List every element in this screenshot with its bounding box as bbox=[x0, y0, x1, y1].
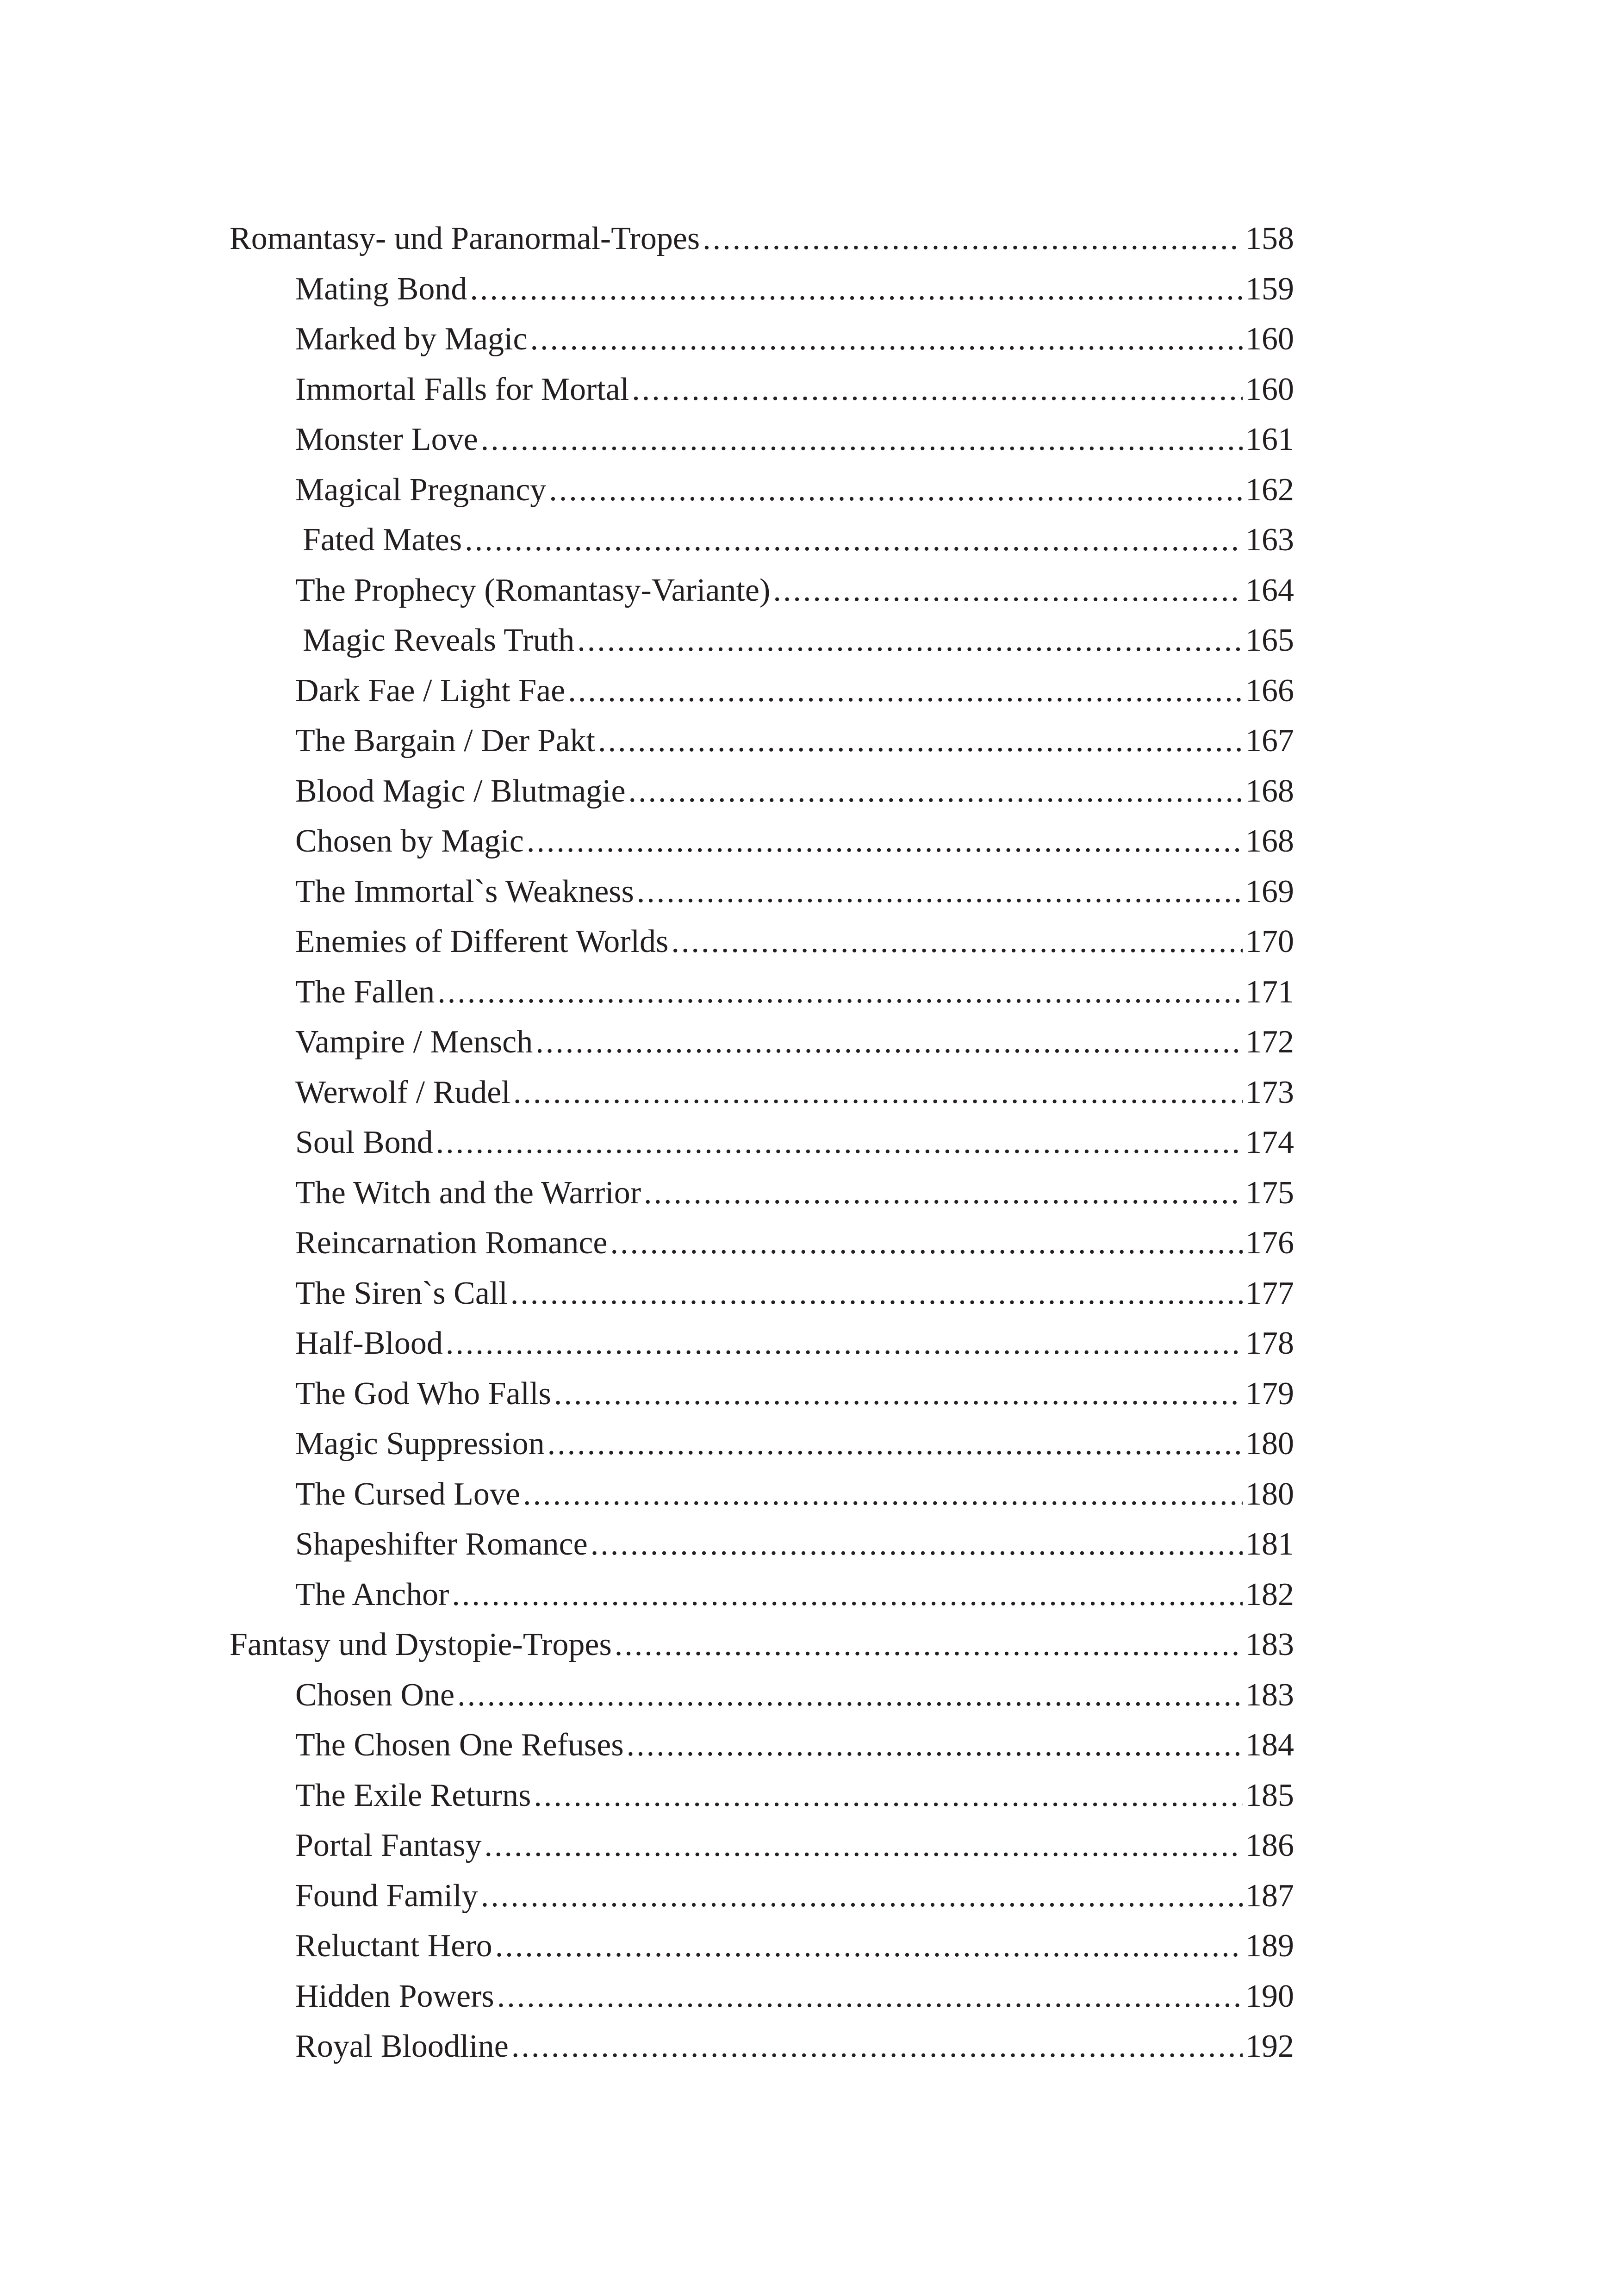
toc-entry[interactable] bbox=[230, 1269, 1294, 1319]
dot-leader bbox=[470, 264, 1243, 315]
toc-entry[interactable] bbox=[230, 2022, 1294, 2072]
toc-entry-title: Magical Pregnancy bbox=[295, 472, 547, 508]
toc-section-romantasy[interactable] bbox=[230, 214, 1294, 264]
dot-leader bbox=[510, 1269, 1243, 1319]
toc-page-number: 181 bbox=[1245, 1526, 1294, 1562]
toc-entry-title: Immortal Falls for Mortal bbox=[295, 371, 629, 407]
toc-page-number: 177 bbox=[1245, 1275, 1294, 1311]
toc-entry[interactable] bbox=[230, 1972, 1294, 2022]
toc-entry[interactable] bbox=[230, 1921, 1294, 1972]
dot-leader bbox=[530, 314, 1243, 365]
toc-page-number: 189 bbox=[1245, 1928, 1294, 1964]
toc-page-number: 169 bbox=[1245, 873, 1294, 909]
dot-leader bbox=[534, 1771, 1243, 1821]
toc-page-number: 165 bbox=[1245, 622, 1294, 658]
toc-entry[interactable] bbox=[230, 515, 1294, 566]
toc-entry[interactable] bbox=[230, 1771, 1294, 1821]
toc-entry-title: Shapeshifter Romance bbox=[295, 1526, 588, 1562]
toc-entry[interactable] bbox=[230, 1168, 1294, 1219]
toc-entry-title: Half-Blood bbox=[295, 1325, 443, 1361]
toc-entry-title: The Witch and the Warrior bbox=[295, 1175, 641, 1211]
dot-leader bbox=[629, 766, 1243, 817]
toc-entry[interactable] bbox=[230, 666, 1294, 716]
toc-entry-title: Chosen One bbox=[295, 1677, 455, 1713]
toc-page-number: 162 bbox=[1245, 472, 1294, 508]
dot-leader bbox=[568, 666, 1243, 716]
dot-leader bbox=[513, 1068, 1243, 1118]
toc-page-number: 175 bbox=[1245, 1175, 1294, 1211]
dot-leader bbox=[773, 566, 1243, 616]
toc-page-number: 176 bbox=[1245, 1225, 1294, 1261]
toc-entry[interactable] bbox=[230, 616, 1294, 666]
toc-entry-title: Chosen by Magic bbox=[295, 823, 524, 859]
toc-entry[interactable] bbox=[230, 566, 1294, 616]
toc-entry[interactable] bbox=[230, 1419, 1294, 1469]
toc-entry-title: The Bargain / Der Pakt bbox=[295, 723, 595, 759]
toc-entry[interactable] bbox=[230, 917, 1294, 967]
dot-leader bbox=[484, 1821, 1243, 1871]
toc-entry[interactable] bbox=[230, 1871, 1294, 1922]
toc-entry-title: Mating Bond bbox=[295, 271, 467, 307]
table-of-contents bbox=[230, 214, 1294, 2072]
toc-entry[interactable] bbox=[230, 1017, 1294, 1068]
toc-entry[interactable] bbox=[230, 1519, 1294, 1570]
dot-leader bbox=[481, 415, 1243, 465]
toc-entry-title: Vampire / Mensch bbox=[295, 1024, 533, 1060]
dot-leader bbox=[632, 365, 1243, 415]
dot-leader bbox=[452, 1570, 1243, 1620]
toc-entry[interactable] bbox=[230, 716, 1294, 766]
toc-page-number: 163 bbox=[1245, 522, 1294, 558]
toc-entry[interactable] bbox=[230, 1720, 1294, 1771]
dot-leader bbox=[637, 867, 1243, 917]
toc-page-number: 180 bbox=[1245, 1426, 1294, 1462]
toc-entry-title: The Cursed Love bbox=[295, 1476, 520, 1512]
dot-leader bbox=[548, 1419, 1243, 1469]
toc-entry-title: Soul Bond bbox=[295, 1125, 433, 1160]
dot-leader bbox=[615, 1620, 1238, 1670]
toc-entry-title: The Anchor bbox=[295, 1576, 449, 1612]
toc-entry-title: The Prophecy (Romantasy-Variante) bbox=[295, 572, 771, 608]
toc-page-number: 168 bbox=[1245, 773, 1294, 809]
toc-page-number: 180 bbox=[1245, 1476, 1294, 1512]
toc-entry-title: Fated Mates bbox=[303, 522, 462, 558]
toc-entry[interactable] bbox=[230, 967, 1294, 1018]
toc-entry-title: Enemies of Different Worlds bbox=[295, 924, 669, 959]
toc-entry-title: The Immortal`s Weakness bbox=[295, 873, 634, 909]
toc-entry-title: Romantasy- und Paranormal-Tropes bbox=[230, 221, 700, 256]
toc-page-number: 183 bbox=[1245, 1677, 1294, 1713]
toc-page-number: 184 bbox=[1245, 1727, 1294, 1763]
dot-leader bbox=[481, 1871, 1243, 1922]
toc-entry[interactable] bbox=[230, 1118, 1294, 1168]
toc-entry-title: The God Who Falls bbox=[295, 1375, 551, 1412]
toc-section-fantasy[interactable] bbox=[230, 1620, 1294, 1670]
toc-page-number: 190 bbox=[1245, 1978, 1294, 2014]
toc-page-number: 172 bbox=[1245, 1024, 1294, 1060]
dot-leader bbox=[437, 967, 1243, 1018]
toc-page-number: 185 bbox=[1245, 1777, 1294, 1813]
toc-entry-title: Monster Love bbox=[295, 422, 478, 457]
dot-leader bbox=[527, 816, 1243, 867]
toc-entry-title: Magic Reveals Truth bbox=[303, 622, 575, 658]
toc-page-number: 192 bbox=[1245, 2028, 1294, 2064]
toc-page-number: 158 bbox=[1245, 221, 1294, 256]
toc-entry-title: Portal Fantasy bbox=[295, 1828, 482, 1863]
toc-entry-title: Fantasy und Dystopie-Tropes bbox=[230, 1627, 612, 1662]
toc-page-number: 161 bbox=[1245, 422, 1294, 457]
toc-page-number: 160 bbox=[1245, 321, 1294, 357]
toc-entry[interactable] bbox=[230, 1319, 1294, 1369]
dot-leader bbox=[535, 1017, 1243, 1068]
dot-leader bbox=[495, 1921, 1243, 1972]
toc-entry[interactable] bbox=[230, 1068, 1294, 1118]
toc-entry[interactable] bbox=[230, 816, 1294, 867]
toc-entry-title: Magic Suppression bbox=[295, 1426, 545, 1462]
dot-leader bbox=[497, 1972, 1243, 2022]
toc-page-number: 167 bbox=[1245, 723, 1294, 759]
toc-page-number: 170 bbox=[1245, 924, 1294, 959]
toc-entry[interactable] bbox=[230, 415, 1294, 465]
dot-leader bbox=[549, 465, 1243, 516]
toc-entry-title: Werwolf / Rudel bbox=[295, 1074, 510, 1110]
toc-page-number: 160 bbox=[1245, 371, 1294, 407]
toc-entry-title: The Exile Returns bbox=[295, 1777, 531, 1813]
toc-page-number: 179 bbox=[1245, 1375, 1294, 1412]
toc-entry[interactable] bbox=[230, 264, 1294, 315]
dot-leader bbox=[523, 1469, 1243, 1520]
toc-entry[interactable] bbox=[230, 1670, 1294, 1721]
dot-leader bbox=[577, 616, 1243, 666]
toc-entry-title: Dark Fae / Light Fae bbox=[295, 672, 566, 709]
dot-leader bbox=[554, 1369, 1243, 1419]
toc-entry-title: Marked by Magic bbox=[295, 321, 528, 357]
toc-entry-title: Royal Bloodline bbox=[295, 2028, 509, 2064]
dot-leader bbox=[436, 1118, 1243, 1168]
dot-leader bbox=[627, 1720, 1243, 1771]
dot-leader bbox=[591, 1519, 1243, 1570]
dot-leader bbox=[457, 1670, 1243, 1721]
toc-page-number: 166 bbox=[1245, 672, 1294, 709]
toc-entry-title: Reluctant Hero bbox=[295, 1928, 492, 1964]
toc-page-number: 173 bbox=[1245, 1074, 1294, 1110]
toc-entry[interactable] bbox=[230, 1469, 1294, 1520]
toc-page-number: 174 bbox=[1245, 1125, 1294, 1160]
toc-page-number: 186 bbox=[1245, 1828, 1294, 1863]
dot-leader bbox=[703, 214, 1238, 264]
toc-entry[interactable] bbox=[230, 365, 1294, 415]
toc-page-number: 164 bbox=[1245, 572, 1294, 608]
toc-entry[interactable] bbox=[230, 1369, 1294, 1419]
toc-entry[interactable] bbox=[230, 1218, 1294, 1269]
dot-leader bbox=[610, 1218, 1243, 1269]
toc-entry-title: The Siren`s Call bbox=[295, 1275, 508, 1311]
toc-entry[interactable] bbox=[230, 867, 1294, 917]
toc-page-number: 187 bbox=[1245, 1878, 1294, 1914]
toc-entry-title: The Chosen One Refuses bbox=[295, 1727, 624, 1763]
dot-leader bbox=[644, 1168, 1243, 1219]
toc-entry-title: Blood Magic / Blutmagie bbox=[295, 773, 626, 809]
dot-leader bbox=[671, 917, 1243, 967]
toc-entry[interactable] bbox=[230, 314, 1294, 365]
dot-leader bbox=[511, 2022, 1243, 2072]
dot-leader bbox=[598, 716, 1243, 766]
toc-entry[interactable] bbox=[230, 766, 1294, 817]
toc-page-number: 159 bbox=[1245, 271, 1294, 307]
toc-entry[interactable] bbox=[230, 1821, 1294, 1871]
toc-page-number: 183 bbox=[1245, 1627, 1294, 1662]
toc-entry[interactable] bbox=[230, 465, 1294, 516]
toc-page-number: 182 bbox=[1245, 1576, 1294, 1612]
toc-entry-title: Hidden Powers bbox=[295, 1978, 494, 2014]
dot-leader bbox=[465, 515, 1243, 566]
dot-leader bbox=[446, 1319, 1243, 1369]
toc-entry-title: Found Family bbox=[295, 1878, 478, 1914]
toc-entry-title: Reincarnation Romance bbox=[295, 1225, 608, 1261]
toc-page-number: 168 bbox=[1245, 823, 1294, 859]
toc-entry-title: The Fallen bbox=[295, 974, 435, 1010]
toc-page-number: 178 bbox=[1245, 1325, 1294, 1361]
toc-entry[interactable] bbox=[230, 1570, 1294, 1620]
toc-page-number: 171 bbox=[1245, 974, 1294, 1010]
